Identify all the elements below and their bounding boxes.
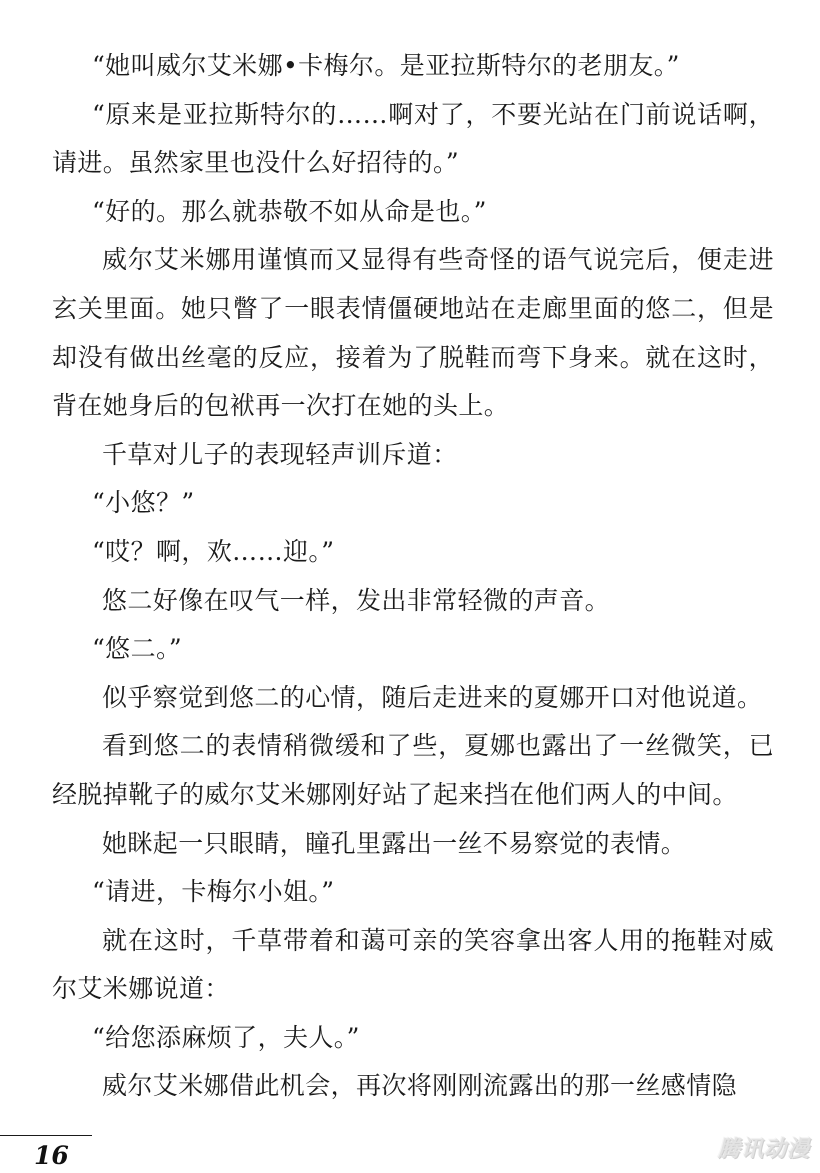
paragraph: 似乎察觉到悠二的心情，随后走进来的夏娜开口对他说道。 [102, 682, 763, 712]
paragraph: “请进，卡梅尔小姐。” [92, 877, 335, 907]
footer-rule [0, 1135, 92, 1136]
paragraph: 就在这时，千草带着和蔼可亲的笑容拿出客人用的拖鞋对威尔艾米娜说道： [52, 925, 774, 1004]
page-number: 16 [34, 1141, 69, 1170]
paragraph: “小悠？” [92, 488, 195, 518]
paragraph: 悠二好像在叹气一样，发出非常轻微的声音。 [102, 585, 611, 615]
paragraph: 威尔艾米娜用谨慎而又显得有些奇怪的语气说完后，便走进玄关里面。她只瞥了一眼表情僵硬地站在走廊里面的悠二，但是却没有做出丝毫的反应，接着为了脱鞋而弯下身来。就在这时，背在她身后的包袱再一次打在她的头上。 [52, 245, 774, 421]
paragraph: 她眯起一只眼睛，瞳孔里露出一丝不易察觉的表情。 [102, 828, 687, 858]
paragraph: 看到悠二的表情稍微缓和了些，夏娜也露出了一丝微笑，已经脱掉靴子的威尔艾米娜刚好站了起来挡在他们两人的中间。 [52, 731, 774, 809]
paragraph: 千草对儿子的表现轻声训斥道： [102, 439, 458, 469]
paragraph: “悠二。” [92, 634, 183, 664]
watermark-logo: 腾讯动漫 [717, 1137, 810, 1162]
paragraph: “原来是亚拉斯特尔的……啊对了，不要光站在门前说话啊，请进。虽然家里也没什么好招待的。” [52, 99, 774, 178]
paragraph: “她叫威尔艾米娜•卡梅尔。是亚拉斯特尔的老朋友。” [92, 51, 680, 80]
paragraph: “哎？啊，欢……迎。” [92, 536, 335, 566]
paragraph: “给您添麻烦了，夫人。” [92, 1022, 360, 1052]
paragraph: “好的。那么就恭敬不如从命是也。” [92, 196, 487, 226]
page-body [52, 42, 774, 1111]
paragraph: 威尔艾米娜借此机会，再次将刚刚流露出的那一丝感情隐 [102, 1071, 738, 1101]
